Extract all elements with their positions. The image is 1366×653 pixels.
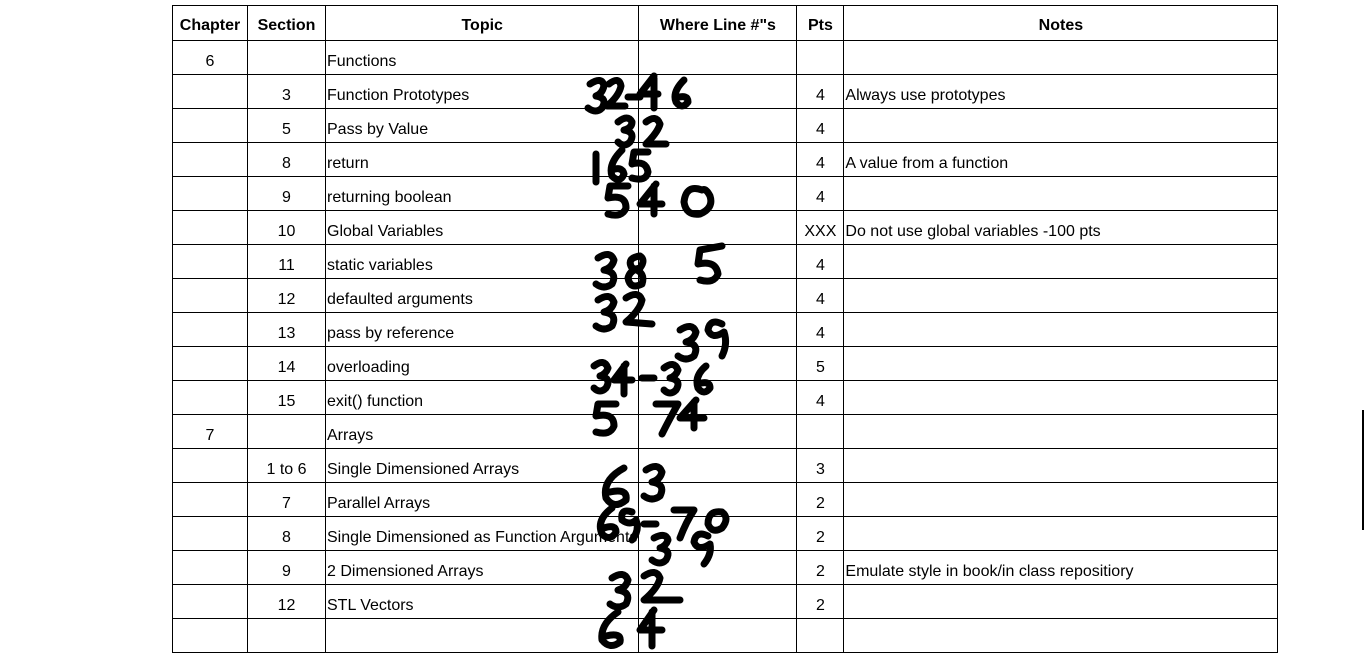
cell-where-lines[interactable] — [639, 41, 797, 75]
cell-notes[interactable] — [844, 415, 1278, 449]
cell-topic[interactable]: pass by reference — [326, 313, 639, 347]
cell-chapter[interactable] — [173, 551, 248, 585]
cell-chapter[interactable] — [173, 279, 248, 313]
table-row — [173, 245, 1278, 279]
table-row — [173, 109, 1278, 143]
cell-section[interactable]: 5 — [248, 109, 326, 143]
cell-chapter[interactable] — [173, 585, 248, 619]
cell-where-lines[interactable] — [639, 143, 797, 177]
cell-topic[interactable]: overloading — [326, 347, 639, 381]
cell-notes[interactable] — [844, 279, 1278, 313]
cell-where-lines[interactable] — [639, 75, 797, 109]
cell-chapter[interactable] — [173, 211, 248, 245]
table-row — [173, 143, 1278, 177]
cell-pts[interactable] — [797, 415, 844, 449]
table-row — [173, 41, 1278, 75]
cell-topic[interactable]: Single Dimensioned as Function Arguments — [326, 517, 639, 551]
cell-notes[interactable]: Do not use global variables -100 pts — [844, 211, 1278, 245]
table-row — [173, 551, 1278, 585]
cell-where-lines[interactable] — [639, 177, 797, 211]
cell-topic[interactable]: Global Variables — [326, 211, 639, 245]
cell-chapter[interactable] — [173, 109, 248, 143]
cell-topic[interactable]: Parallel Arrays — [326, 483, 639, 517]
cell-notes[interactable] — [844, 483, 1278, 517]
cell-notes[interactable]: A value from a function — [844, 143, 1278, 177]
cell-section[interactable]: 1 to 6 — [248, 449, 326, 483]
cell-section[interactable]: 9 — [248, 177, 326, 211]
cell-notes[interactable] — [844, 109, 1278, 143]
cell-chapter[interactable] — [173, 347, 248, 381]
cell-pts[interactable]: 2 — [797, 517, 844, 551]
scrollbar-edge[interactable] — [1362, 410, 1364, 530]
cell-topic[interactable]: returning boolean — [326, 177, 639, 211]
cell-pts[interactable]: 2 — [797, 585, 844, 619]
cell-pts[interactable]: 4 — [797, 177, 844, 211]
cell-notes[interactable] — [844, 313, 1278, 347]
cell-topic[interactable]: exit() function — [326, 381, 639, 415]
cell-topic[interactable]: defaulted arguments — [326, 279, 639, 313]
cell-pts[interactable]: 3 — [797, 449, 844, 483]
header-chapter: Chapter — [173, 6, 248, 41]
cell-chapter[interactable] — [173, 143, 248, 177]
header-section: Section — [248, 6, 326, 41]
cell-pts[interactable]: 4 — [797, 245, 844, 279]
table-row — [173, 517, 1278, 551]
header-topic: Topic — [326, 6, 639, 41]
cell-where-lines[interactable] — [639, 551, 797, 585]
cell-section[interactable]: 15 — [248, 381, 326, 415]
cell-topic[interactable]: static variables — [326, 245, 639, 279]
cell-pts[interactable]: 2 — [797, 551, 844, 585]
cell-topic[interactable]: Single Dimensioned Arrays — [326, 449, 639, 483]
cell-section[interactable] — [248, 415, 326, 449]
table-row — [173, 449, 1278, 483]
cell-pts[interactable]: 4 — [797, 279, 844, 313]
table-row — [173, 347, 1278, 381]
header-where-lines: Where Line #"s — [639, 6, 797, 41]
cell-section[interactable]: 10 — [248, 211, 326, 245]
cell-pts[interactable]: 4 — [797, 75, 844, 109]
cell-where-lines[interactable] — [639, 313, 797, 347]
cell-where-lines[interactable] — [639, 449, 797, 483]
cell-notes[interactable] — [844, 517, 1278, 551]
cell-section[interactable]: 14 — [248, 347, 326, 381]
cell-topic[interactable]: Functions — [326, 41, 639, 75]
cell-section[interactable]: 8 — [248, 517, 326, 551]
cell-notes[interactable] — [844, 245, 1278, 279]
cell-notes[interactable]: Emulate style in book/in class repositiory — [844, 551, 1278, 585]
cell-where-lines[interactable] — [639, 381, 797, 415]
cell-topic[interactable]: 2 Dimensioned Arrays — [326, 551, 639, 585]
table-row — [173, 381, 1278, 415]
table-row — [173, 279, 1278, 313]
cell-section[interactable]: 7 — [248, 483, 326, 517]
cell-chapter[interactable]: 7 — [173, 415, 248, 449]
cell-where-lines[interactable] — [639, 211, 797, 245]
cell-chapter[interactable] — [173, 449, 248, 483]
cell-where-lines[interactable] — [639, 517, 797, 551]
cell-empty[interactable] — [639, 619, 797, 653]
cell-where-lines[interactable] — [639, 415, 797, 449]
cell-topic[interactable]: STL Vectors — [326, 585, 639, 619]
cell-notes[interactable]: Always use prototypes — [844, 75, 1278, 109]
table-row — [173, 75, 1278, 109]
table-row — [173, 483, 1278, 517]
cell-where-lines[interactable] — [639, 347, 797, 381]
cell-pts[interactable]: 4 — [797, 313, 844, 347]
cell-pts[interactable]: 2 — [797, 483, 844, 517]
cell-topic[interactable]: Pass by Value — [326, 109, 639, 143]
cell-notes[interactable] — [844, 381, 1278, 415]
cell-section[interactable]: 12 — [248, 585, 326, 619]
header-notes: Notes — [844, 6, 1278, 41]
cell-where-lines[interactable] — [639, 109, 797, 143]
cell-chapter[interactable] — [173, 313, 248, 347]
cell-empty[interactable] — [173, 619, 248, 653]
cell-pts[interactable]: 4 — [797, 109, 844, 143]
cell-chapter[interactable] — [173, 245, 248, 279]
table-row — [173, 313, 1278, 347]
cell-pts[interactable]: 5 — [797, 347, 844, 381]
cell-empty[interactable] — [844, 619, 1278, 653]
cell-topic[interactable]: return — [326, 143, 639, 177]
cell-chapter[interactable]: 6 — [173, 41, 248, 75]
cell-empty[interactable] — [326, 619, 639, 653]
cell-section[interactable]: 9 — [248, 551, 326, 585]
cell-chapter[interactable] — [173, 75, 248, 109]
cell-where-lines[interactable] — [639, 245, 797, 279]
cell-notes[interactable] — [844, 177, 1278, 211]
cell-section[interactable]: 12 — [248, 279, 326, 313]
cell-notes[interactable] — [844, 41, 1278, 75]
cell-chapter[interactable] — [173, 517, 248, 551]
cell-topic[interactable]: Function Prototypes — [326, 75, 639, 109]
table-row — [173, 211, 1278, 245]
cell-notes[interactable] — [844, 585, 1278, 619]
table-row-partial — [173, 619, 1278, 653]
cell-pts[interactable]: XXX — [797, 211, 844, 245]
header-pts: Pts — [797, 6, 844, 41]
cell-section[interactable]: 11 — [248, 245, 326, 279]
cell-pts[interactable]: 4 — [797, 143, 844, 177]
cell-chapter[interactable] — [173, 381, 248, 415]
table-row — [173, 415, 1278, 449]
cell-topic[interactable]: Arrays — [326, 415, 639, 449]
cell-pts[interactable]: 4 — [797, 381, 844, 415]
cell-section[interactable] — [248, 41, 326, 75]
table-row — [173, 177, 1278, 211]
cell-empty[interactable] — [248, 619, 326, 653]
cell-pts[interactable] — [797, 41, 844, 75]
cell-where-lines[interactable] — [639, 483, 797, 517]
header-row — [173, 6, 1278, 41]
cell-where-lines[interactable] — [639, 585, 797, 619]
cell-notes[interactable] — [844, 347, 1278, 381]
cell-section[interactable]: 13 — [248, 313, 326, 347]
cell-section[interactable]: 3 — [248, 75, 326, 109]
table-row — [173, 585, 1278, 619]
cell-chapter[interactable] — [173, 483, 248, 517]
spreadsheet-table — [172, 5, 1278, 653]
cell-section[interactable]: 8 — [248, 143, 326, 177]
cell-notes[interactable] — [844, 449, 1278, 483]
cell-empty[interactable] — [797, 619, 844, 653]
cell-chapter[interactable] — [173, 177, 248, 211]
cell-where-lines[interactable] — [639, 279, 797, 313]
